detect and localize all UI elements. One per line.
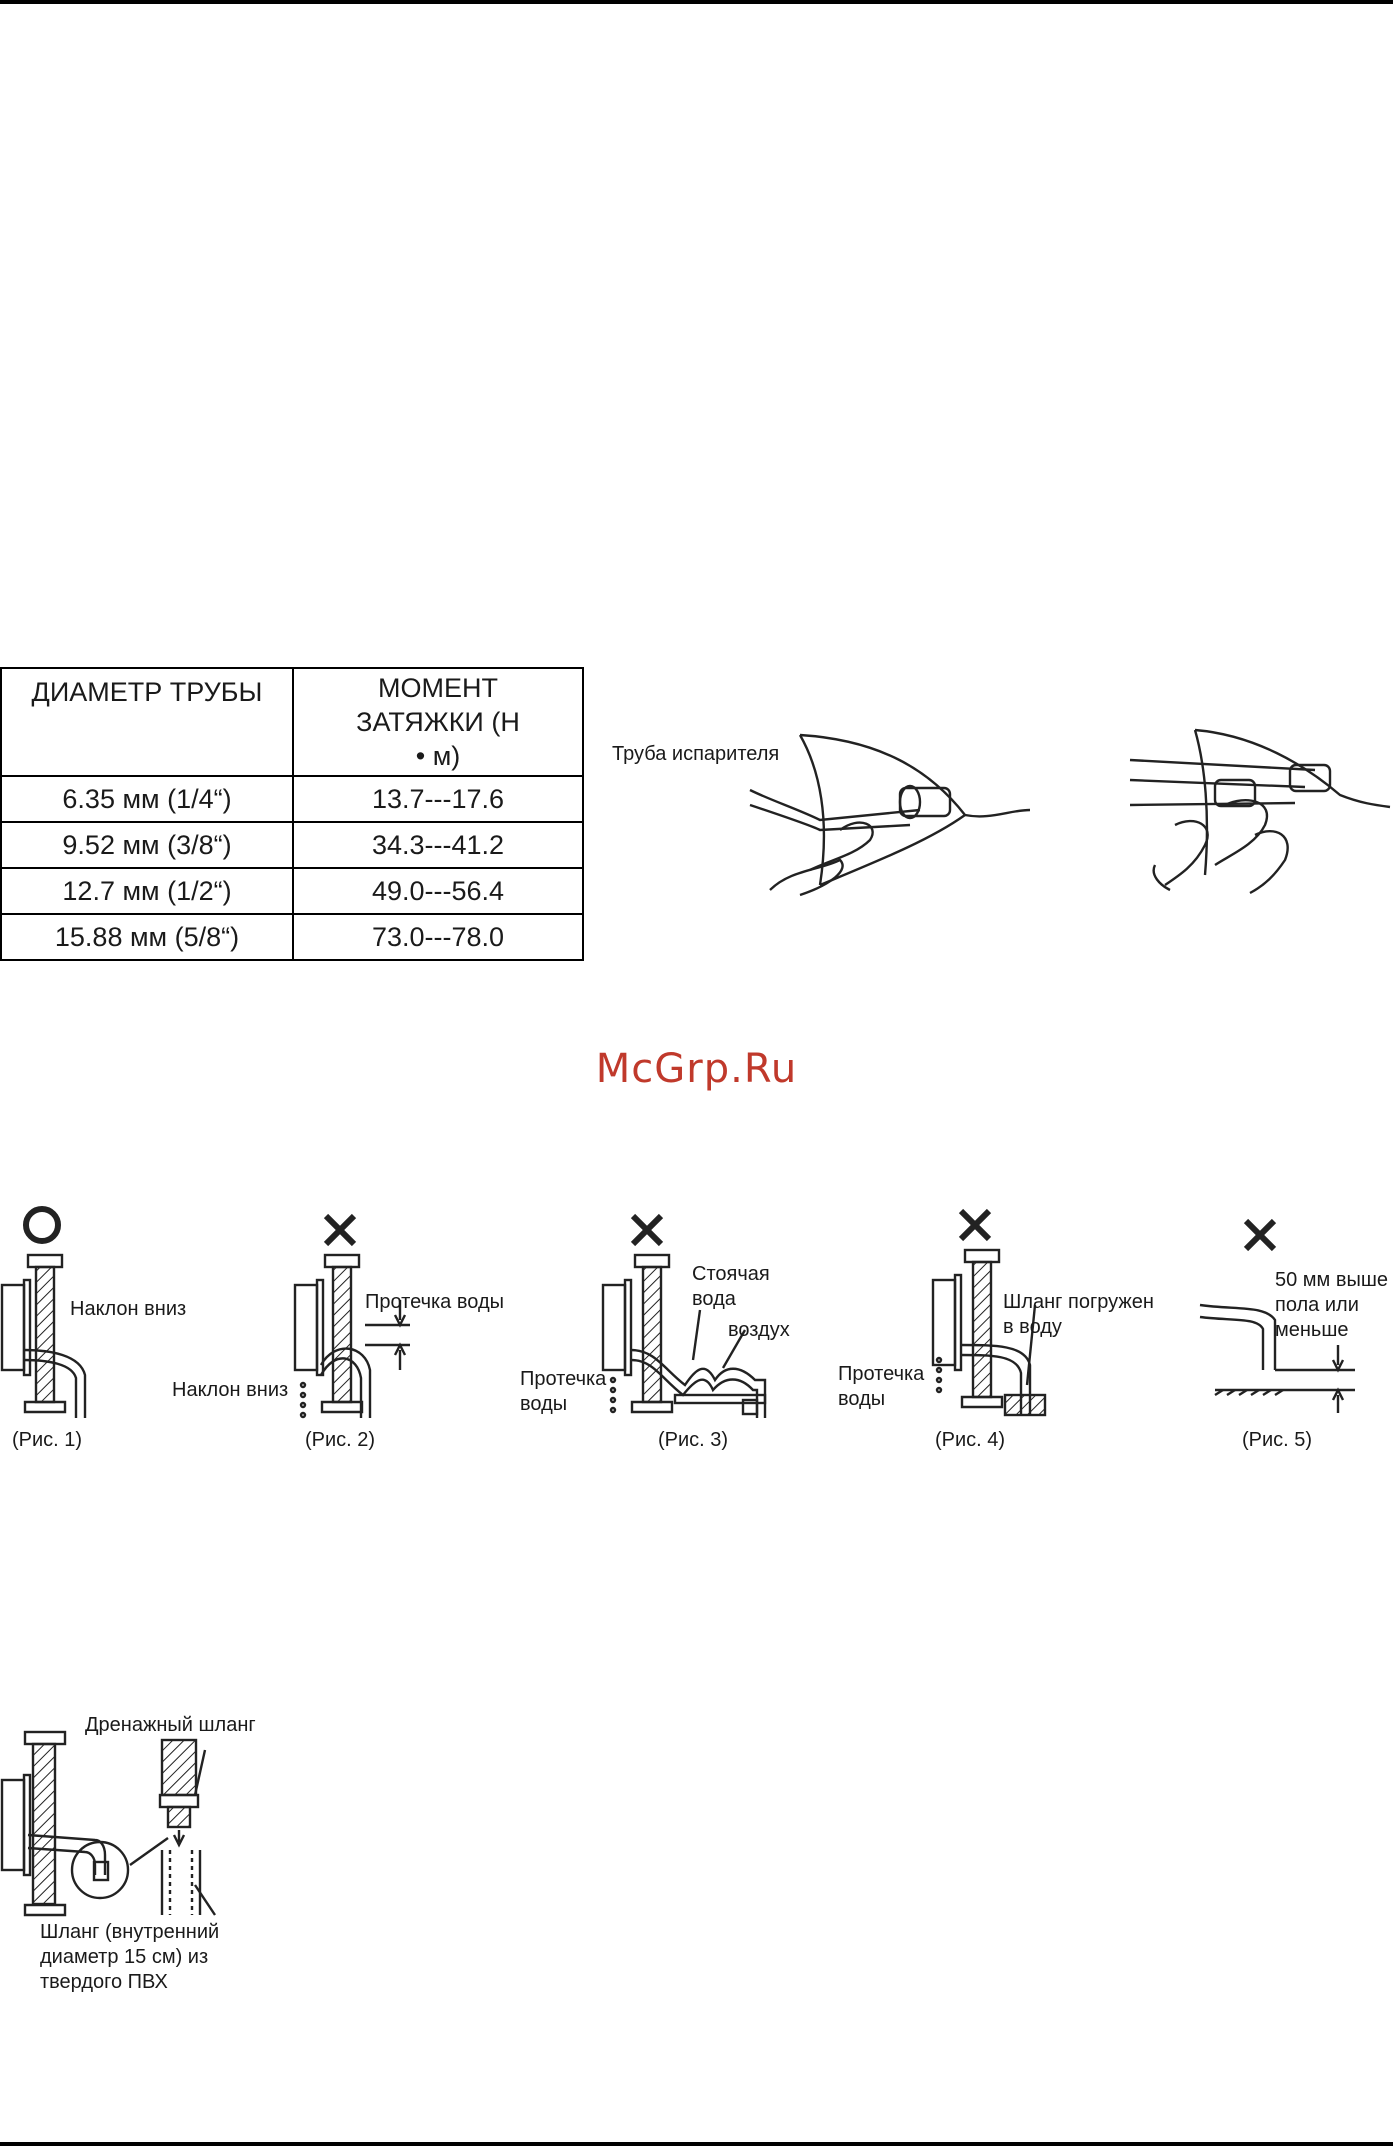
fig2-drain-diagram (285, 1250, 425, 1420)
pipe-label: Труба испарителя (612, 743, 780, 765)
fig4-label-hose-submerged: Шланг погружен в воду (1003, 1291, 1154, 1338)
fig4-label-leak: Протечка воды (838, 1363, 925, 1410)
fig2-label-slope: Наклон вниз (172, 1379, 289, 1401)
fig3-label-leak: Протечка воды (520, 1368, 607, 1415)
drain-hose-label: Дренажный шланг (85, 1714, 256, 1736)
table-cell: 49.0---56.4 (293, 868, 583, 914)
table-cell: 12.7 мм (1/2“) (1, 868, 293, 914)
table-row (1, 914, 583, 960)
table-row (1, 776, 583, 822)
fig4-caption: (Рис. 4) (935, 1429, 1006, 1451)
fig5-error-mark (1240, 1215, 1280, 1255)
fig3-label-standing-water: Стоячая вода (692, 1263, 770, 1310)
top-rule (0, 0, 1393, 4)
table-cell: 15.88 мм (5/8“) (1, 914, 293, 960)
table-cell: 13.7---17.6 (293, 776, 583, 822)
pvc-hose-label: Шланг (внутренний диаметр 15 см) из твердого ПВХ (40, 1921, 220, 1993)
pipe-wrench-illustration-2 (1135, 725, 1390, 895)
bottom-rule (0, 2142, 1393, 2146)
table-cell: 73.0---78.0 (293, 914, 583, 960)
table-cell: 9.52 мм (3/8“) (1, 822, 293, 868)
fig2-label-leak: Протечка воды (365, 1291, 504, 1313)
fig3-caption: (Рис. 3) (658, 1429, 729, 1451)
fig1-caption: (Рис. 1) (12, 1429, 83, 1451)
fig3-label-air: воздух (728, 1319, 790, 1341)
fig5-label-height: 50 мм выше пола или меньше (1275, 1269, 1389, 1341)
fig3-error-mark (627, 1210, 667, 1250)
header-pipe-diameter: ДИАМЕТР ТРУБЫ (1, 668, 293, 776)
table-row (1, 822, 583, 868)
table-header-row (1, 668, 583, 776)
pipe-wrench-illustration-1 (760, 730, 1040, 900)
table-cell: 34.3---41.2 (293, 822, 583, 868)
fig2-caption: (Рис. 2) (305, 1429, 376, 1451)
fig5-caption: (Рис. 5) (1242, 1429, 1313, 1451)
extension-hose-diagram (0, 1720, 240, 1920)
fig1-drain-diagram (0, 1250, 110, 1420)
fig4-error-mark (955, 1205, 995, 1245)
fig1-label-slope: Наклон вниз (70, 1298, 187, 1320)
fig2-error-mark (320, 1210, 360, 1250)
table-cell: 6.35 мм (1/4“) (1, 776, 293, 822)
watermark: McGrp.Ru (595, 1046, 798, 1092)
table-row (1, 868, 583, 914)
header-torque: МОМЕНТ ЗАТЯЖКИ (Н • м) (293, 668, 583, 776)
torque-table (0, 667, 584, 961)
fig1-ok-mark (22, 1205, 62, 1245)
